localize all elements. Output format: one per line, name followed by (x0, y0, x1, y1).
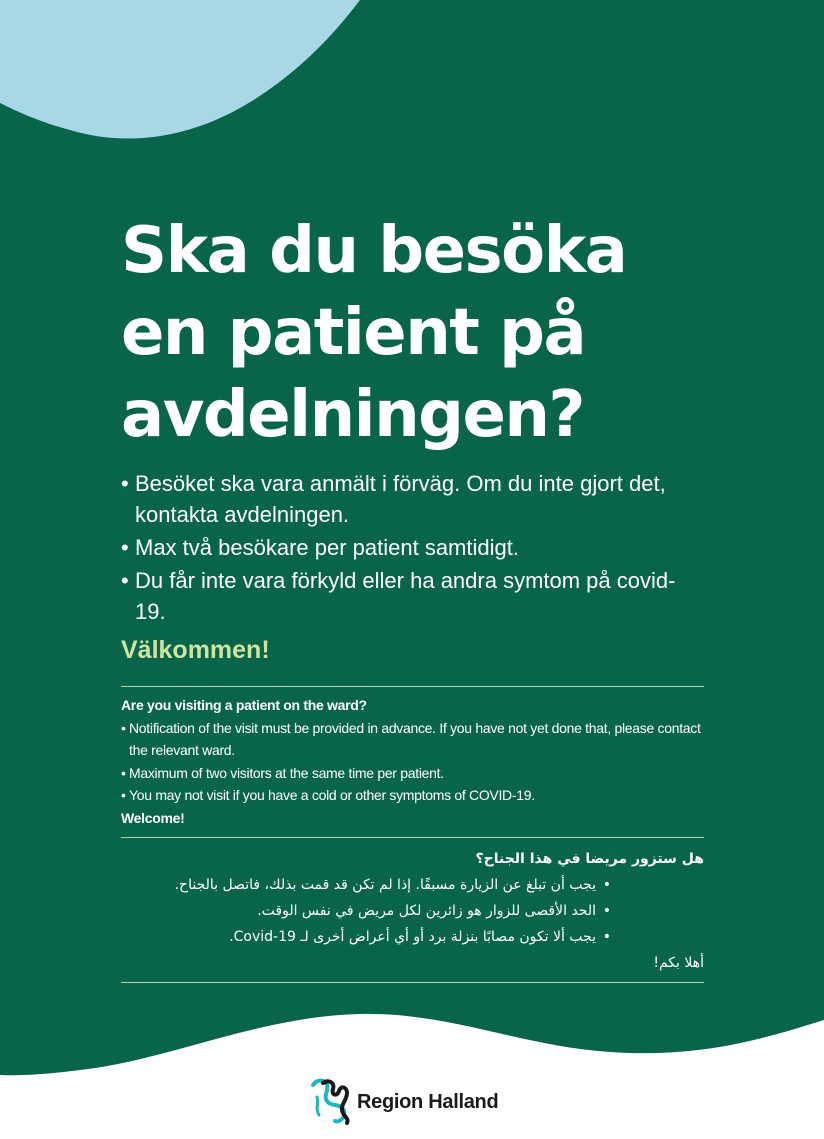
arabic-section (121, 846, 704, 976)
list-item-text: Du får inte vara förkyld eller ha andra symtom på covid-19. (135, 568, 676, 624)
welcome-english: Welcome! (121, 809, 185, 826)
swedish-rules-list (121, 468, 705, 629)
list-item (121, 565, 705, 627)
list-item (121, 924, 704, 950)
list-item-text: Besöket ska vara anmält i förväg. Om du inte gjort det, kontakta avdelningen. (135, 471, 666, 527)
list-item-text: يجب أن تبلغ عن الزيارة مسبقًا. إذا لم تكن قد قمت بذلك، فاتصل بالجناح. (174, 877, 596, 893)
bullet: • (121, 471, 129, 496)
list-item (121, 762, 705, 785)
list-item-text: You may not visit if you have a cold or other symptoms of COVID-19. (129, 787, 535, 803)
title-line: avdelningen? (121, 378, 585, 452)
bullet: • (602, 903, 611, 919)
english-section (121, 694, 705, 829)
list-item (121, 717, 705, 762)
welcome-arabic: أهلا بكم! (653, 955, 704, 971)
english-question: Are you visiting a patient on the ward? (121, 697, 367, 713)
logo-text: Region Halland (357, 1091, 499, 1113)
title-line: Ska du besöka (121, 214, 627, 288)
region-halland-logo (309, 1077, 529, 1127)
divider (121, 837, 704, 838)
list-item (121, 784, 705, 807)
list-item-text: يجب ألا تكون مصابًا بنزلة برد أو أي أعراض أخرى لـ Covid-19. (229, 929, 596, 945)
bullet: • (121, 787, 126, 803)
list-item (121, 898, 704, 924)
list-item (121, 872, 704, 898)
region-halland-seahorse-icon (309, 1077, 353, 1127)
list-item (121, 468, 705, 530)
list-item-text: Maximum of two visitors at the same time per patient. (129, 764, 444, 781)
arabic-rules-list (121, 872, 704, 950)
arabic-question: هل ستزور مريضا في هذا الجناح؟ (475, 851, 704, 867)
list-item-text: الحد الأقصى للزوار هو زائرين لكل مريض في نفس الوقت. (257, 903, 596, 919)
divider (121, 982, 704, 983)
bullet: • (121, 535, 129, 560)
divider (121, 686, 704, 687)
bullet: • (602, 929, 611, 945)
english-rules-list (121, 717, 705, 807)
bullet: • (121, 719, 126, 736)
welcome-swedish: Välkommen! (121, 636, 270, 664)
bullet: • (121, 568, 129, 593)
title-line: en patient på (121, 296, 586, 370)
list-item-text: Max två besökare per patient samtidigt. (135, 535, 519, 560)
page-title (121, 210, 741, 456)
list-item-text: Notification of the visit must be provided in advance. If you have not yet done that, please contact the relevant ward. (129, 719, 701, 758)
bullet: • (602, 877, 611, 893)
bullet: • (121, 764, 126, 781)
list-item (121, 532, 705, 563)
